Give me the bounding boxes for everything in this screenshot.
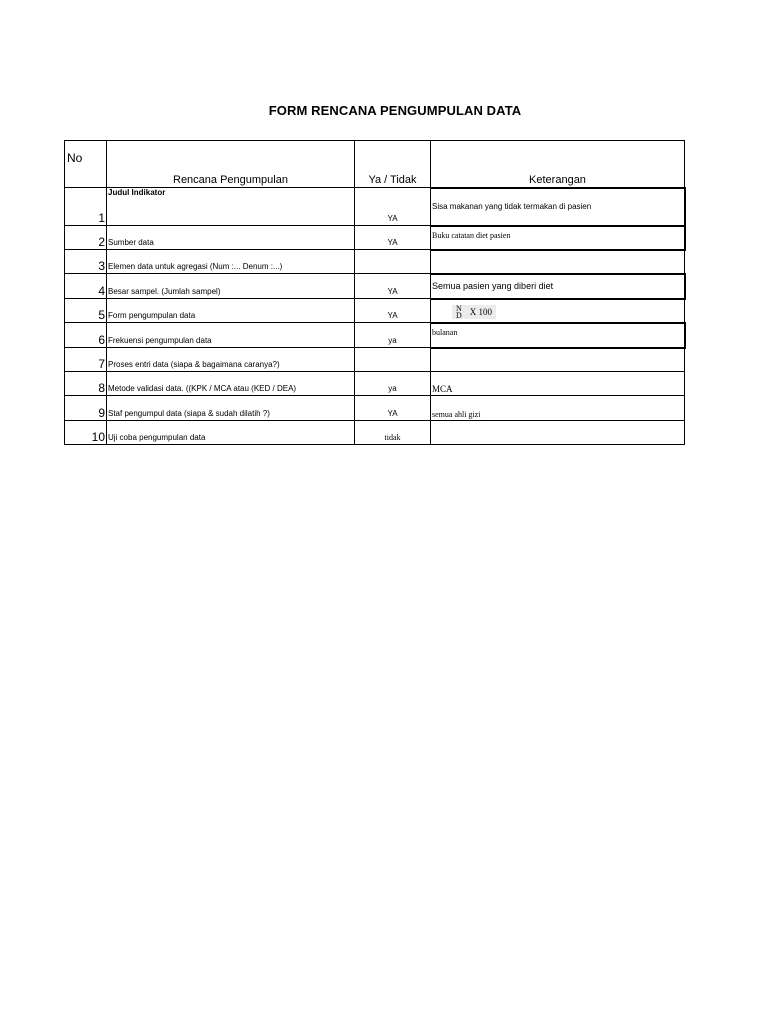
row-rencana: Proses entri data (siapa & bagaimana caranya?) — [107, 348, 355, 372]
row-number: 6 — [65, 323, 107, 348]
row-rencana: Metode validasi data. ((KPK / MCA atau (KED / DEA) — [107, 372, 355, 396]
table-row — [65, 188, 685, 226]
row-keterangan — [431, 250, 685, 274]
row-number: 3 — [65, 250, 107, 274]
row-ya-tidak — [355, 250, 431, 274]
row-number: 9 — [65, 396, 107, 421]
data-collection-table — [64, 140, 686, 445]
row-ya-tidak: tidak — [355, 421, 431, 445]
row-keterangan — [431, 348, 685, 372]
row-number: 5 — [65, 299, 107, 323]
row-ya-tidak — [355, 348, 431, 372]
row-keterangan: semua ahli gizi — [431, 396, 685, 421]
table-row — [65, 396, 685, 421]
table-row — [65, 274, 685, 299]
header-ya-tidak: Ya / Tidak — [355, 141, 431, 188]
formula-denominator: D — [456, 310, 462, 320]
row-rencana: Staf pengumpul data (siapa & sudah dilatih ?) — [107, 396, 355, 421]
row-rencana: Frekuensi pengumpulan data — [107, 323, 355, 348]
row-ya-tidak: YA — [355, 299, 431, 323]
row-rencana: Form pengumpulan data — [107, 299, 355, 323]
formula-image — [452, 305, 496, 319]
row-keterangan: MCA — [431, 372, 685, 396]
table-row — [65, 323, 685, 348]
form-title: FORM RENCANA PENGUMPULAN DATA — [268, 103, 522, 118]
header-row — [65, 141, 685, 188]
table-row — [65, 421, 685, 445]
row-ya-tidak: ya — [355, 323, 431, 348]
table-row — [65, 372, 685, 396]
row-keterangan — [431, 421, 685, 445]
formula-numerator: N — [456, 303, 462, 313]
row-ya-tidak: YA — [355, 226, 431, 250]
row-rencana-label: Judul Indikator — [108, 188, 166, 197]
row-keterangan: Sisa makanan yang tidak termakan di pasien — [431, 188, 685, 226]
table-row — [65, 250, 685, 274]
row-number: 2 — [65, 226, 107, 250]
row-keterangan: Semua pasien yang diberi diet — [431, 274, 685, 299]
row-number: 10 — [65, 421, 107, 445]
row-rencana: Uji coba pengumpulan data — [107, 421, 355, 445]
row-keterangan: bulanan — [431, 323, 685, 348]
row-rencana: Elemen data untuk agregasi (Num :... Denum :...) — [107, 250, 355, 274]
header-no: No — [65, 141, 107, 188]
formula-fraction — [456, 305, 462, 319]
row-rencana — [107, 188, 355, 226]
row-number: 7 — [65, 348, 107, 372]
row-keterangan: Buku catatan diet pasien — [431, 226, 685, 250]
row-ya-tidak: ya — [355, 372, 431, 396]
row-rencana: Sumber data — [107, 226, 355, 250]
table-row — [65, 226, 685, 250]
row-number: 4 — [65, 274, 107, 299]
header-rencana-pengumpulan: Rencana Pengumpulan — [107, 141, 355, 188]
row-keterangan — [431, 299, 685, 323]
row-rencana: Besar sampel. (Jumlah sampel) — [107, 274, 355, 299]
formula-multiplier: X 100 — [469, 306, 493, 317]
row-ya-tidak: YA — [355, 188, 431, 226]
table-row — [65, 299, 685, 323]
table-row — [65, 348, 685, 372]
row-number: 1 — [65, 188, 107, 226]
row-number: 8 — [65, 372, 107, 396]
header-keterangan: Keterangan — [431, 141, 685, 188]
row-ya-tidak: YA — [355, 396, 431, 421]
row-ya-tidak: YA — [355, 274, 431, 299]
